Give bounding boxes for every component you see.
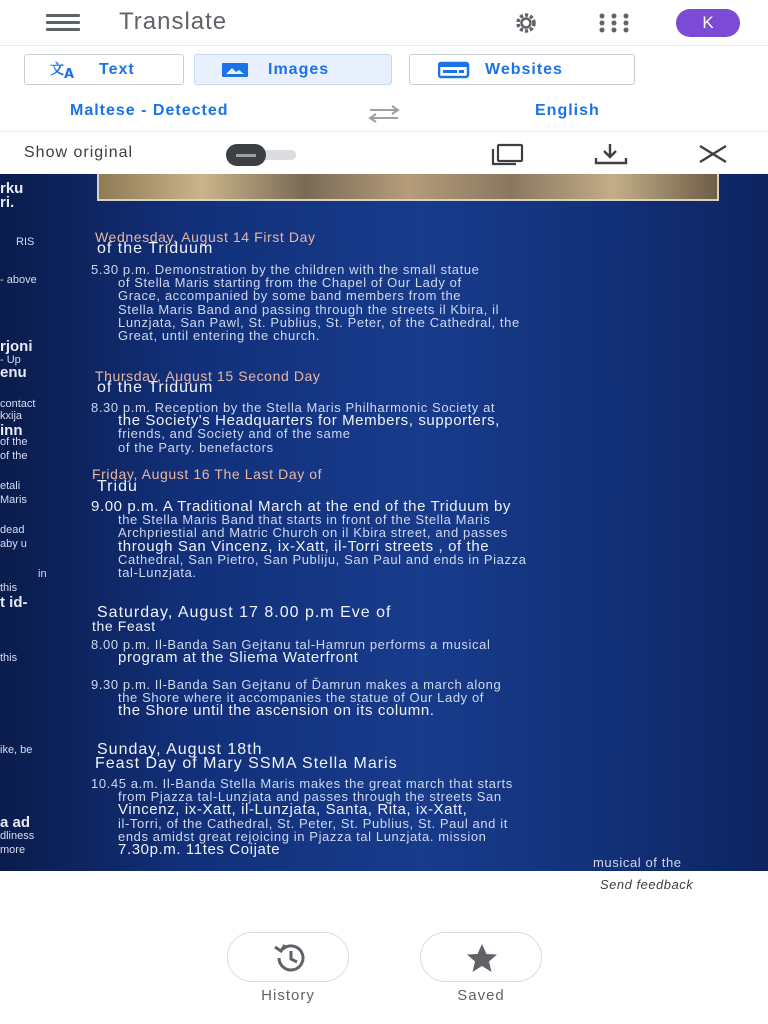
event-date: Friday, August 16 The Last Day of (92, 466, 323, 482)
saved-button[interactable] (420, 932, 542, 982)
tab-websites[interactable] (409, 54, 635, 85)
translated-image[interactable] (0, 174, 768, 871)
event-description: 9.30 p.m. Il-Banda San Gejtanu of Ďamrun makes a march along the Shore where it accompanies the statue of Our Lady of the Shore until the ascension on its column. (91, 677, 502, 720)
close-icon[interactable] (694, 142, 734, 166)
fragment: inn (0, 422, 23, 439)
fragment: contact (0, 398, 36, 410)
event-date: Sunday, August 18th (97, 741, 263, 758)
svg-text:A: A (64, 67, 76, 80)
event-description: 8.00 p.m. Il-Banda San Gejtanu tal-Hamrun performs a musical program at the Sliema Waterfront (91, 637, 491, 667)
tab-text-label: Text (99, 61, 135, 78)
send-feedback-link[interactable]: Send feedback (600, 877, 694, 892)
copy-icon[interactable] (488, 142, 528, 166)
mode-tabs (0, 46, 768, 96)
app-bar (0, 0, 768, 46)
fragment: this (0, 652, 18, 664)
event-photo (97, 174, 719, 201)
fragment: this (0, 582, 18, 594)
swap-arrows-icon[interactable] (364, 104, 404, 124)
tab-text[interactable] (24, 54, 184, 85)
image-icon (221, 60, 249, 80)
fragment: of the (0, 450, 28, 462)
menu-icon[interactable] (40, 10, 86, 36)
event-subtitle: Tridu (97, 478, 138, 495)
fragment: a ad (0, 814, 31, 831)
event-description: 5.30 p.m. Demonstration by the children with the small statue of Stella Maris starting from the Chapel of Our Lady of Grace, accompanied by some band members from the Stella Maris Band and passing through the streets il Kbira, il Lunzjata, San Pawl, St. Publius, St. Peter, of the Cathedral, the Great, until entering the church. (91, 262, 520, 344)
history-button[interactable] (227, 932, 349, 982)
history-label: History (261, 987, 315, 1004)
event-description: 10.45 a.m. Il-Banda Stella Maris makes the great march that starts from Pjazza tal-Lunzjata and passes through the streets San Vincenz, ix-Xatt, il-Lunzjata, Santa, Rita, ix-Xatt, il-Torri, of the Cathedral, St. Peter, St. Publius, St. Paul and it ends amidst great rejoicing in Pjazza tal Lunzjata. mission 7.30p.m. 11tes Coijate musical of the (91, 776, 682, 871)
source-language-button[interactable]: Maltese - Detected (70, 102, 229, 119)
event-date: Thursday, August 15 Second Day (95, 368, 321, 384)
fragment: enu (0, 364, 27, 381)
saved-label: Saved (457, 987, 505, 1004)
fragment: dead (0, 524, 25, 536)
fragment: more (0, 844, 26, 856)
fragment: rjoni (0, 338, 33, 355)
event-description: 8.30 p.m. Reception by the Stella Maris Philharmonic Society at the Society's Headquarters for Members, supporters, friends, and Society and of the same of the Party. benefactors (91, 400, 500, 455)
fragment: - Up (0, 354, 21, 366)
fragment: ike, be (0, 744, 33, 756)
fragment: of the (0, 436, 28, 448)
event-subtitle: Feast Day of Mary SSMA Stella Maris (95, 755, 398, 772)
fragment: - above (0, 274, 37, 286)
language-bar (0, 96, 768, 132)
gear-icon[interactable] (506, 10, 546, 36)
svg-text:文: 文 (50, 62, 65, 78)
fragment: dliness (0, 830, 35, 842)
event-description: 9.00 p.m. A Traditional March at the end of the Triduum by the Stella Maris Band that starts in front of the Stella Maris Archpriestial and Matric Church on il Kbira street, and passes through San Vincenz, ix-Xatt, il-Torri streets , of the Cathedral, San Pietro, San Publiju, San Paul and ends in Piazza tal-Lunzjata. (91, 498, 527, 581)
tab-images-label: Images (268, 61, 330, 78)
left-column-fragments (0, 174, 60, 871)
fragment: t id- (0, 594, 28, 611)
fragment: aby u (0, 538, 27, 550)
app-title: Translate (119, 8, 228, 35)
fragment: etali (0, 480, 21, 492)
tab-images[interactable] (194, 54, 392, 85)
event-subtitle: of the Triduum (97, 240, 214, 257)
event-date: Wednesday, August 14 First Day (95, 229, 316, 245)
fragment: rku (0, 180, 24, 197)
tab-websites-label: Websites (485, 61, 563, 78)
history-icon (269, 940, 309, 981)
event-subtitle: of the Triduum (97, 379, 214, 396)
avatar[interactable]: K (676, 9, 740, 37)
fragment: RIS (16, 236, 35, 248)
show-original-toggle[interactable] (222, 144, 298, 164)
fragment: kxija (0, 410, 23, 422)
star-icon (462, 940, 502, 981)
event-date: Saturday, August 17 8.00 p.m Eve of (97, 604, 392, 621)
fragment: Maris (0, 494, 27, 506)
text-translate-icon (49, 60, 77, 80)
target-language-button[interactable]: English (535, 102, 600, 119)
website-icon (438, 60, 466, 80)
show-original-label: Show original (24, 144, 134, 161)
fragment: in (38, 568, 47, 580)
download-icon[interactable] (592, 142, 632, 166)
event-subtitle: the Feast (92, 618, 156, 634)
image-options-bar (0, 132, 768, 174)
fragment: ri. (0, 194, 15, 211)
apps-grid-icon[interactable] (594, 10, 634, 36)
